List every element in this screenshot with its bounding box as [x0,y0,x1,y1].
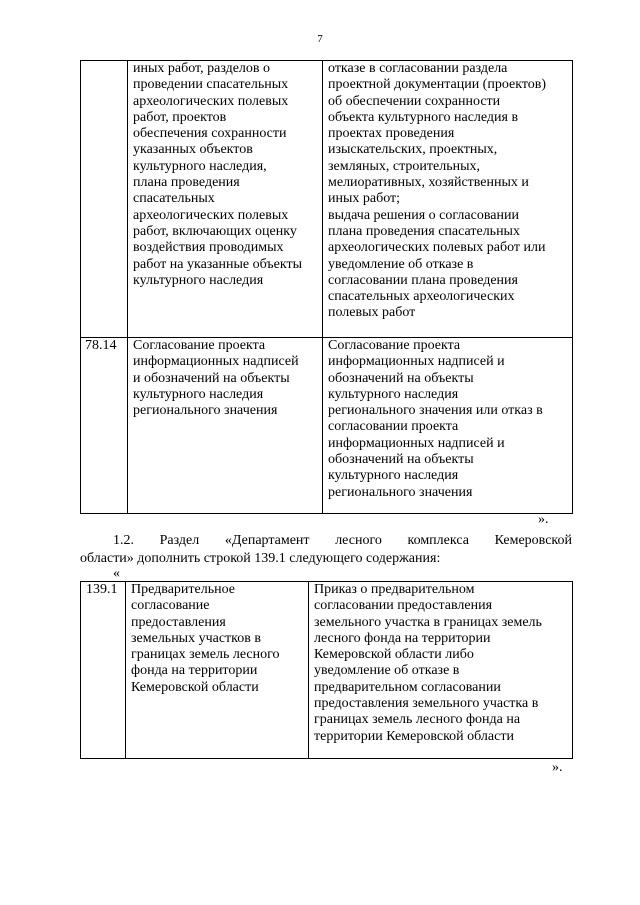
service-name-cell: Согласование проекта информационных надписей и обозначений на объекты культурного наследия регионального значения [128,338,323,514]
row-number-cell: 139.1 [81,582,126,759]
table-row [81,582,573,759]
closing-quote: ». [552,760,563,775]
page-number: 7 [317,33,323,45]
service-name-cell: Предварительное согласование предоставления земельных участков в границах земель лесного фонда на территории Кемеровской области [126,582,309,759]
amendment-paragraph-line-1: 1.2. Раздел «Департамент лесного комплекса Кемеровской [113,533,572,548]
opening-quote: « [113,566,120,581]
row-number-cell [81,61,128,338]
row-number-cell: 78.14 [81,338,128,514]
table-row [81,61,573,338]
service-result-cell: Приказ о предварительном согласовании предоставления земельного участка в границах земель лесного фонда на территории Кемеровской области либо уведомление об отказе в предварительном согласовании предоставления земельного участка в границах земель лесного фонда на территории Кемеровской области [309,582,573,759]
services-table-continued [80,60,573,514]
service-result-cell: отказе в согласовании раздела проектной документации (проектов) об обеспечении сохранности объекта культурного наследия в проектах проведения изыскательских, проектных, земляных, строительных, мелиоративных, хозяйственных и иных работ; выдача решения о согласовании плана проведения спасательных археологических полевых работ или уведомление об отказе в согласовании плана проведения спасательных археологических полевых работ [323,61,573,338]
closing-quote: ». [538,512,549,527]
services-table-new-row [80,581,573,759]
amendment-paragraph-line-2: области» дополнить строкой 139.1 следующего содержания: [80,551,441,566]
service-name-cell: иных работ, разделов о проведении спасательных археологических полевых работ, проектов обеспечения сохранности указанных объектов культурного наследия, плана проведения спасательных археологических полевых работ, включающих оценку воздействия проводимых работ на указанные объекты культурного наследия [128,61,323,338]
service-result-cell: Согласование проекта информационных надписей и обозначений на объекты культурного наследия регионального значения или отказ в согласовании проекта информационных надписей и обозначений на объекты культурного наследия регионального значения [323,338,573,514]
table-row [81,338,573,514]
